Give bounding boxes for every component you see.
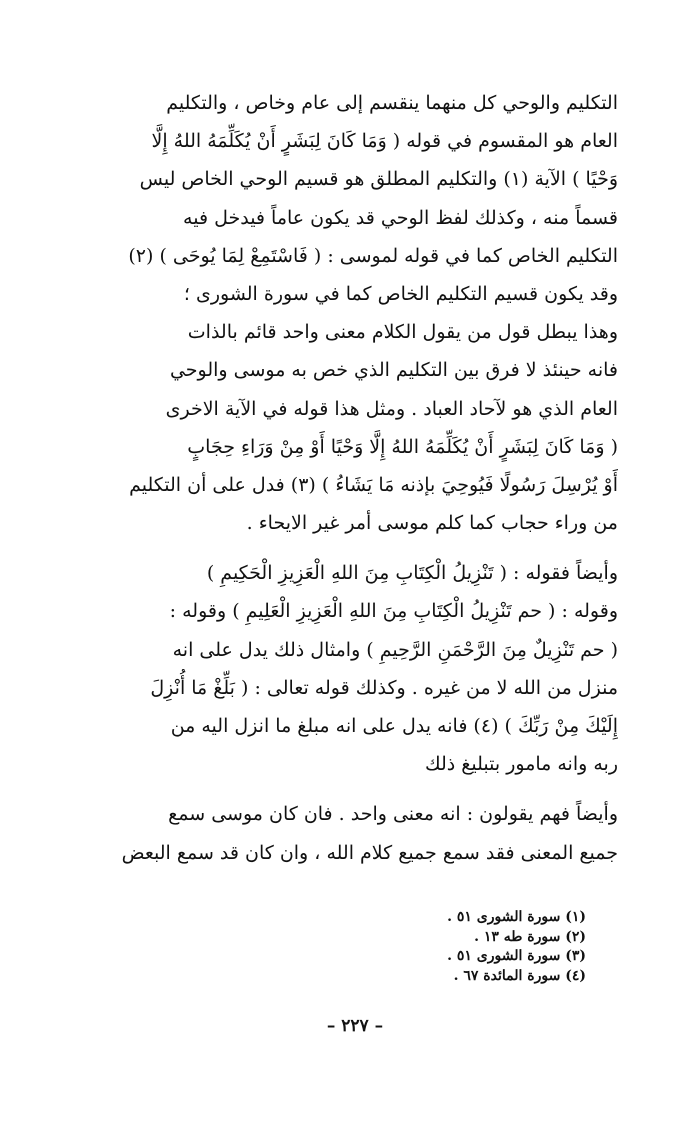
text-line: العام الذي هو لآحاد العباد . ومثل هذا قوله في الآية الاخرى (165, 397, 618, 420)
text-line: من وراء حجاب كما كلم موسى أمر غير الايحاء . (246, 512, 618, 535)
main-text (118, 84, 618, 872)
footnote: (٢) سورة طه ١٣ . (474, 928, 586, 945)
paragraph-3 (118, 795, 618, 871)
paragraph-2 (118, 554, 618, 783)
footnote: (١) سورة الشورى ٥١ . (447, 909, 586, 925)
text-line: وَحْيًا ) الآية (١) والتكليم المطلق هو قسيم الوحي الخاص ليس (139, 168, 618, 191)
text-line: ( حم تَنْزِيلٌ مِنَ الرَّحْمَنِ الرَّحِيمِ ) وامثال ذلك يدل على انه (172, 638, 618, 661)
text-line: وأيضاً فقوله : ( تَنْزِيلُ الْكِتَابِ مِنَ اللهِ الْعَزِيزِ الْحَكِيمِ ) (206, 562, 618, 585)
text-line: فانه حينئذ لا فرق بين التكليم الذي خص به موسى والوحي (169, 359, 618, 382)
text-line: ربه وانه مامور بتبليغ ذلك (424, 753, 618, 776)
text-line: التكليم الخاص كما في قوله لموسى : ( فَاسْتَمِعْ لِمَا يُوحَى ) (٢) (128, 244, 618, 267)
text-line: التكليم والوحي كل منهما ينقسم إلى عام وخاص ، والتكليم (166, 92, 618, 114)
text-line: أَوْ يُرْسِلَ رَسُولًا فَيُوحِيَ بإذنه مَا يَشَاءُ ) (٣) فدل على أن التكليم (129, 473, 618, 496)
text-line: إِلَيْكَ مِنْ رَبِّكَ ) (٤) فانه يدل على انه مبلغ ما انزل اليه من (170, 715, 618, 737)
footnotes (380, 908, 586, 986)
paragraph-spacer (118, 542, 618, 554)
text-line: جميع المعنى فقد سمع جميع كلام الله ، وان كان قد سمع البعض (121, 841, 618, 864)
text-line: العام هو المقسوم في قوله ( وَمَا كَانَ لِبَشَرٍ أَنْ يُكَلِّمَهُ اللهُ إِلَّا (151, 130, 618, 153)
text-line: وأيضاً فهم يقولون : انه معنى واحد . فان كان موسى سمع (168, 803, 618, 826)
text-line: وقوله : ( حم تَنْزِيلُ الْكِتَابِ مِنَ اللهِ الْعَزِيزِ الْعَلِيمِ ) وقوله : (169, 600, 618, 623)
page-number: – ٢٢٧ – (326, 1016, 384, 1036)
text-line: منزل من الله لا من غيره . وكذلك قوله تعالى : ( بَلِّغْ مَا أُنْزِلَ (150, 676, 618, 699)
paragraph-spacer (118, 783, 618, 795)
text-line: وهذا يبطل قول من يقول الكلام معنى واحد قائم بالذات (187, 321, 618, 344)
footnote: (٤) سورة المائدة ٦٧ . (453, 967, 586, 984)
text-line: قسماً منه ، وكذلك لفظ الوحي قد يكون عاماً فيدخل فيه (183, 206, 618, 229)
footnote: (٣) سورة الشورى ٥١ . (447, 948, 586, 964)
text-line: وقد يكون قسيم التكليم الخاص كما في سورة الشورى ؛ (183, 282, 618, 305)
text-line: ( وَمَا كَانَ لِبَشَرٍ أَنْ يُكَلِّمَهُ اللهُ إِلَّا وَحْيًا أَوْ مِنْ وَرَاءِ حِجَابٍ (187, 435, 618, 458)
paragraph-1 (118, 84, 618, 542)
